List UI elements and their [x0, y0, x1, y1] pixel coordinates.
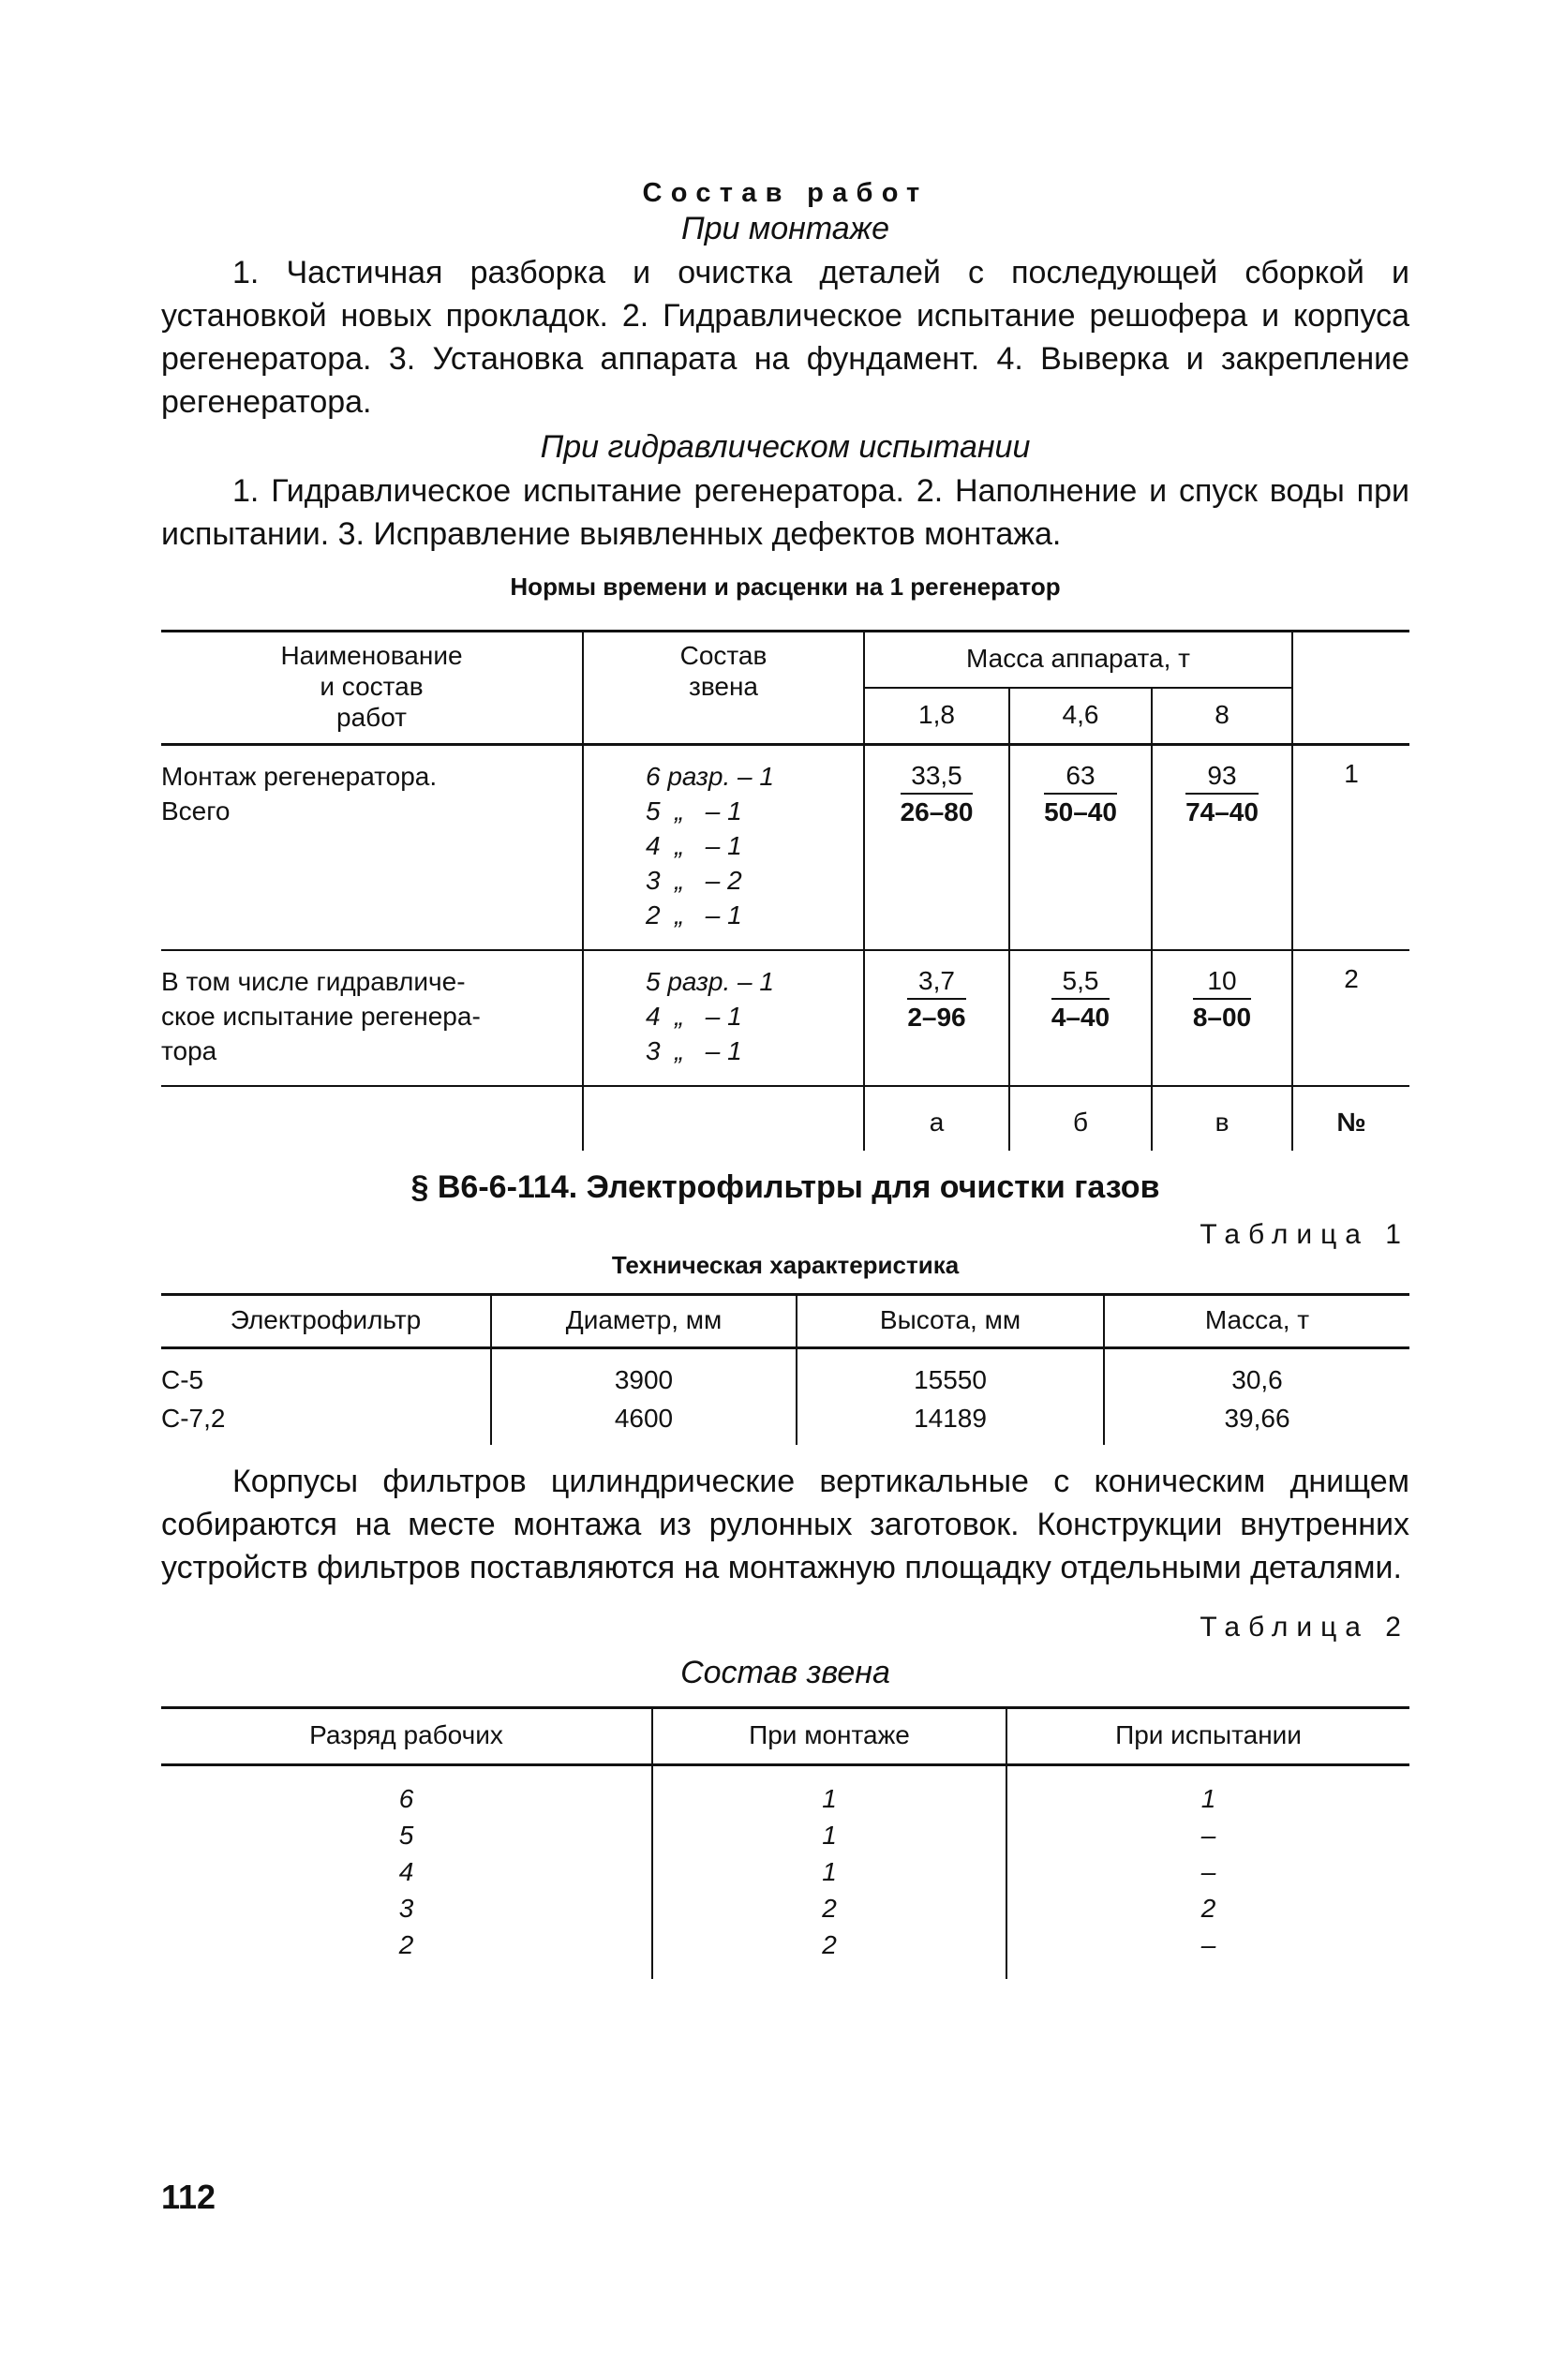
- mounting-count: 2: [652, 1890, 1006, 1926]
- header-mass: Масса аппарата, т: [864, 632, 1292, 689]
- time-price-fraction: [1051, 964, 1110, 1035]
- value-cell: [1152, 745, 1292, 951]
- worker-grade: 5: [161, 1817, 652, 1853]
- value-cell: [1152, 950, 1292, 1086]
- filter-name: С-5: [161, 1348, 491, 1398]
- footer-col-b: б: [1009, 1086, 1152, 1151]
- row-crew: [583, 950, 864, 1086]
- table-1-label: Таблица 1: [1200, 1219, 1409, 1250]
- testing-count: 1: [1200, 1784, 1216, 1813]
- norms-table: [161, 630, 1409, 1151]
- row-number: 2: [1292, 950, 1409, 1086]
- mount-paragraph: 1. Частичная разборка и очистка деталей с последующей сборкой и установкой новых прокладок. 2. Гидравлическое испытание решофера и корпуса регенератора. 3. Установка аппарата на фундамент. 4. Выверка и закрепление регенератора.: [161, 255, 1409, 420]
- testing-count: –: [1200, 1857, 1216, 1886]
- crew-line: 5 разр. – 1: [646, 967, 774, 996]
- test-paragraph: 1. Гидравлическое испытание регенератора. 2. Наполнение и спуск воды при испытании. 3. Исправление выявленных дефектов монтажа.: [161, 473, 1409, 552]
- header-number-blank: [1292, 632, 1409, 745]
- price: 26–80: [900, 797, 974, 826]
- value-cell: [864, 745, 1009, 951]
- header-height: Высота, мм: [797, 1295, 1104, 1348]
- crew-line: 3 „ – 1: [646, 1036, 742, 1065]
- time-norm: 10: [1193, 964, 1251, 1000]
- row-name: Монтаж регенератора. Всего: [161, 745, 583, 951]
- price: 50–40: [1044, 797, 1117, 826]
- mounting-count: 2: [652, 1926, 1006, 1979]
- worker-grade: 6: [161, 1765, 652, 1818]
- crew-line: 4 „ – 1: [646, 1002, 742, 1031]
- footer-col-number: №: [1336, 1108, 1366, 1137]
- crew-line: 4 „ – 1: [646, 831, 742, 860]
- time-price-fraction: [901, 759, 974, 830]
- header-mass-c: 8: [1152, 688, 1292, 745]
- time-price-fraction: [907, 964, 965, 1035]
- header-mass-a: 1,8: [864, 688, 1009, 745]
- testing-count: –: [1200, 1930, 1216, 1959]
- time-norm: 93: [1185, 759, 1259, 795]
- table-row: [161, 1817, 1409, 1853]
- filter-name: С-7,2: [161, 1397, 491, 1445]
- filter-height: 15550: [797, 1348, 1104, 1398]
- body-paragraph: Корпусы фильтров цилиндрические вертикальные с коническим днищем собираются на месте монтажа из рулонных заготовок. Конструкции внутренних устройств фильтров поставляются на монтажную площадку отдельными деталями.: [161, 1464, 1409, 1585]
- mount-heading: При монтаже: [681, 211, 889, 246]
- page-number: 112: [161, 2178, 216, 2216]
- header-filter: Электрофильтр: [161, 1295, 491, 1348]
- row-crew: [583, 745, 864, 951]
- filter-diameter: 4600: [491, 1397, 797, 1445]
- time-norm: 63: [1044, 759, 1117, 795]
- mounting-count: 1: [652, 1853, 1006, 1890]
- header-work-name: Наименование и состав работ: [161, 632, 583, 745]
- crew-line: 3 „ – 2: [646, 866, 742, 895]
- footer-col-a: а: [864, 1086, 1009, 1151]
- document-page: [161, 178, 1409, 1979]
- test-heading: При гидравлическом испытании: [540, 429, 1031, 465]
- mounting-count: 1: [652, 1817, 1006, 1853]
- filter-height: 14189: [797, 1397, 1104, 1445]
- row-name: В том числе гидравличе- ское испытание регенера- тора: [161, 950, 583, 1086]
- table-row: [161, 1765, 1409, 1818]
- norms-table-caption: Нормы времени и расценки на 1 регенератор: [510, 573, 1061, 601]
- footer-blank: [583, 1086, 864, 1151]
- section-title: § В6-6-114. Электрофильтры для очистки газов: [410, 1169, 1160, 1205]
- time-norm: 3,7: [907, 964, 965, 1000]
- table-row: [161, 745, 1409, 951]
- time-price-fraction: [1044, 759, 1117, 830]
- mounting-count: 1: [652, 1765, 1006, 1818]
- value-cell: [1009, 950, 1152, 1086]
- filter-mass: 39,66: [1224, 1404, 1290, 1433]
- work-composition-title: Состав работ: [642, 178, 929, 208]
- testing-count: –: [1200, 1821, 1216, 1850]
- value-cell: [1009, 745, 1152, 951]
- header-crew: Состав звена: [583, 632, 864, 745]
- tech-table-caption: Техническая характеристика: [611, 1251, 960, 1279]
- header-mounting: При монтаже: [652, 1708, 1006, 1765]
- price: 74–40: [1185, 797, 1259, 826]
- filter-mass: 30,6: [1231, 1365, 1283, 1394]
- crew-line: 5 „ – 1: [646, 796, 742, 826]
- footer-blank: [161, 1086, 583, 1151]
- table-row: [161, 1890, 1409, 1926]
- table-row: [161, 950, 1409, 1086]
- worker-grade: 4: [161, 1853, 652, 1890]
- table-footer-row: [161, 1086, 1409, 1151]
- header-mass: Масса, т: [1104, 1295, 1409, 1348]
- table-row: [161, 1397, 1409, 1445]
- crew-line: 6 разр. – 1: [646, 762, 774, 791]
- time-price-fraction: [1185, 759, 1259, 830]
- tech-table: [161, 1293, 1409, 1445]
- table-row: [161, 1853, 1409, 1890]
- testing-count: 2: [1200, 1894, 1216, 1923]
- header-worker-grade: Разряд рабочих: [161, 1708, 652, 1765]
- crew-composition-table: [161, 1706, 1409, 1979]
- price: 8–00: [1192, 1003, 1252, 1032]
- row-number: 1: [1292, 745, 1409, 951]
- worker-grade: 2: [161, 1926, 652, 1979]
- footer-col-c: в: [1152, 1086, 1292, 1151]
- header-testing: При испытании: [1006, 1708, 1409, 1765]
- price: 4–40: [1051, 1003, 1110, 1032]
- crew-table-caption: Состав звена: [680, 1655, 890, 1690]
- time-price-fraction: [1193, 964, 1251, 1035]
- table-2-label: Таблица 2: [1200, 1612, 1409, 1643]
- header-mass-b: 4,6: [1009, 688, 1152, 745]
- table-row: [161, 1926, 1409, 1979]
- crew-line: 2 „ – 1: [646, 900, 742, 930]
- price: 2–96: [907, 1003, 966, 1032]
- header-diameter: Диаметр, мм: [491, 1295, 797, 1348]
- time-norm: 33,5: [901, 759, 974, 795]
- table-row: [161, 1348, 1409, 1398]
- value-cell: [864, 950, 1009, 1086]
- worker-grade: 3: [161, 1890, 652, 1926]
- filter-diameter: 3900: [491, 1348, 797, 1398]
- time-norm: 5,5: [1051, 964, 1110, 1000]
